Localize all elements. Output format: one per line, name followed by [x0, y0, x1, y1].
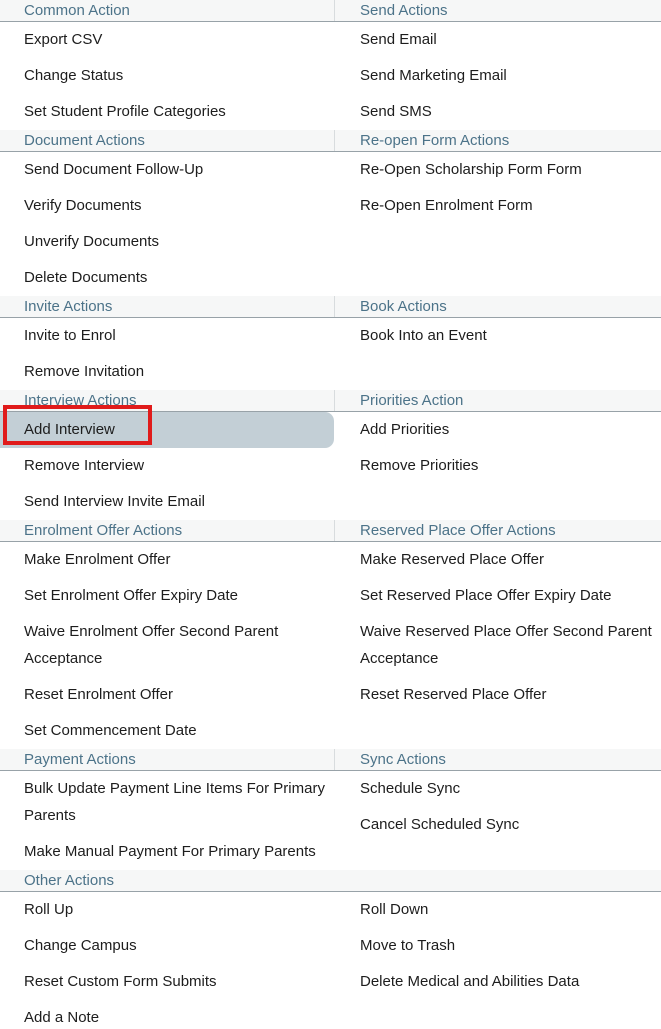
action-unverify-documents[interactable]: Unverify Documents — [24, 233, 160, 250]
section-header-empty — [334, 870, 661, 891]
right-column — [334, 22, 661, 130]
section-header-row — [0, 296, 661, 318]
action-book-into-an-event[interactable]: Book Into an Event — [360, 327, 487, 344]
action-cancel-scheduled-sync[interactable]: Cancel Scheduled Sync — [360, 816, 520, 833]
section-content — [0, 318, 661, 390]
section-header-row — [0, 130, 661, 152]
section-header-row — [0, 520, 661, 542]
section-header-send-actions — [334, 0, 661, 21]
action-reopen-scholarship-form-form[interactable]: Re-Open Scholarship Form Form — [360, 161, 582, 178]
section-header-reopen-form-actions — [334, 130, 661, 151]
section-header-common-action — [0, 0, 334, 21]
section-header-label: Send Actions — [360, 2, 448, 19]
action-send-email[interactable]: Send Email — [360, 31, 437, 48]
action-invite-to-enrol[interactable]: Invite to Enrol — [24, 327, 116, 344]
section-header-priorities-action — [334, 390, 661, 411]
action-send-marketing-email[interactable]: Send Marketing Email — [360, 67, 507, 84]
action-schedule-sync[interactable]: Schedule Sync — [360, 780, 461, 797]
section-header-book-actions — [334, 296, 661, 317]
action-move-to-trash[interactable]: Move to Trash — [360, 937, 456, 954]
section-content — [0, 22, 661, 130]
section-header-label: Interview Actions — [24, 392, 137, 409]
section-header-row — [0, 870, 661, 892]
action-set-reserved-place-offer-expiry-date[interactable]: Set Reserved Place Offer Expiry Date — [360, 587, 612, 604]
action-make-manual-payment-for-primary-parents[interactable]: Make Manual Payment For Primary Parents — [24, 843, 316, 860]
right-column — [334, 892, 661, 1000]
section-header-invite-actions — [0, 296, 334, 317]
action-send-sms[interactable]: Send SMS — [360, 103, 432, 120]
action-remove-interview[interactable]: Remove Interview — [24, 457, 145, 474]
section-header-label: Common Action — [24, 2, 130, 19]
action-send-document-follow-up[interactable]: Send Document Follow-Up — [24, 161, 204, 178]
section-header-row — [0, 749, 661, 771]
section-header-row — [0, 390, 661, 412]
right-column — [334, 542, 661, 713]
left-column — [0, 318, 334, 390]
action-waive-reserved-place-offer-second-parent-acceptance[interactable]: Waive Reserved Place Offer Second Parent Acceptance — [360, 623, 652, 667]
section-content — [0, 771, 661, 870]
action-change-campus[interactable]: Change Campus — [24, 937, 137, 954]
action-export-csv[interactable]: Export CSV — [24, 31, 103, 48]
section-content — [0, 152, 661, 296]
section-header-label: Re-open Form Actions — [360, 132, 510, 149]
section-header-interview-actions — [0, 390, 334, 411]
action-roll-down[interactable]: Roll Down — [360, 901, 429, 918]
action-delete-documents[interactable]: Delete Documents — [24, 269, 148, 286]
section-header-label: Other Actions — [24, 872, 115, 889]
section-header-sync-actions — [334, 749, 661, 770]
action-remove-priorities[interactable]: Remove Priorities — [360, 457, 479, 474]
left-column — [0, 542, 334, 749]
section-header-row — [0, 0, 661, 22]
section-header-label: Enrolment Offer Actions — [24, 522, 183, 539]
section-content — [0, 542, 661, 749]
right-column — [334, 152, 661, 224]
section-header-other-actions — [0, 870, 334, 891]
action-verify-documents[interactable]: Verify Documents — [24, 197, 142, 214]
section-header-document-actions — [0, 130, 334, 151]
right-column — [334, 412, 661, 484]
section-header-label: Priorities Action — [360, 392, 464, 409]
left-column — [0, 22, 334, 130]
action-send-interview-invite-email[interactable]: Send Interview Invite Email — [24, 493, 205, 510]
action-add-interview-selected[interactable] — [0, 412, 334, 448]
action-change-status[interactable]: Change Status — [24, 67, 124, 84]
action-reset-enrolment-offer[interactable]: Reset Enrolment Offer — [24, 686, 173, 703]
action-bulk-update-payment-line-items-for-primary-parents[interactable]: Bulk Update Payment Line Items For Primary Parents — [24, 780, 325, 824]
action-set-commencement-date[interactable]: Set Commencement Date — [24, 722, 197, 739]
section-header-label: Sync Actions — [360, 751, 446, 768]
action-reset-reserved-place-offer[interactable]: Reset Reserved Place Offer — [360, 686, 547, 703]
section-content — [0, 892, 661, 1029]
left-column — [0, 412, 334, 520]
left-column — [0, 152, 334, 296]
action-add-priorities[interactable]: Add Priorities — [360, 421, 450, 438]
action-waive-enrolment-offer-second-parent-acceptance[interactable]: Waive Enrolment Offer Second Parent Acceptance — [24, 623, 279, 667]
section-header-label: Reserved Place Offer Actions — [360, 522, 556, 539]
action-reset-custom-form-submits[interactable]: Reset Custom Form Submits — [24, 973, 217, 990]
right-column — [334, 771, 661, 843]
section-header-reserved-place-offer-actions — [334, 520, 661, 541]
action-delete-medical-and-abilities-data[interactable]: Delete Medical and Abilities Data — [360, 973, 580, 990]
action-make-reserved-place-offer[interactable]: Make Reserved Place Offer — [360, 551, 544, 568]
action-set-enrolment-offer-expiry-date[interactable]: Set Enrolment Offer Expiry Date — [24, 587, 238, 604]
left-column — [0, 892, 334, 1029]
section-header-payment-actions — [0, 749, 334, 770]
right-column — [334, 318, 661, 354]
action-add-a-note[interactable]: Add a Note — [24, 1009, 100, 1026]
action-reopen-enrolment-form[interactable]: Re-Open Enrolment Form — [360, 197, 533, 214]
action-make-enrolment-offer[interactable]: Make Enrolment Offer — [24, 551, 171, 568]
action-set-student-profile-categories[interactable]: Set Student Profile Categories — [24, 103, 226, 120]
action-roll-up[interactable]: Roll Up — [24, 901, 74, 918]
section-header-label: Document Actions — [24, 132, 145, 149]
section-content — [0, 412, 661, 520]
section-header-label: Invite Actions — [24, 298, 113, 315]
action-add-interview-label: Add Interview — [24, 421, 115, 438]
section-header-label: Payment Actions — [24, 751, 136, 768]
left-column — [0, 771, 334, 870]
section-header-enrolment-offer-actions — [0, 520, 334, 541]
action-remove-invitation[interactable]: Remove Invitation — [24, 363, 145, 380]
section-header-label: Book Actions — [360, 298, 447, 315]
